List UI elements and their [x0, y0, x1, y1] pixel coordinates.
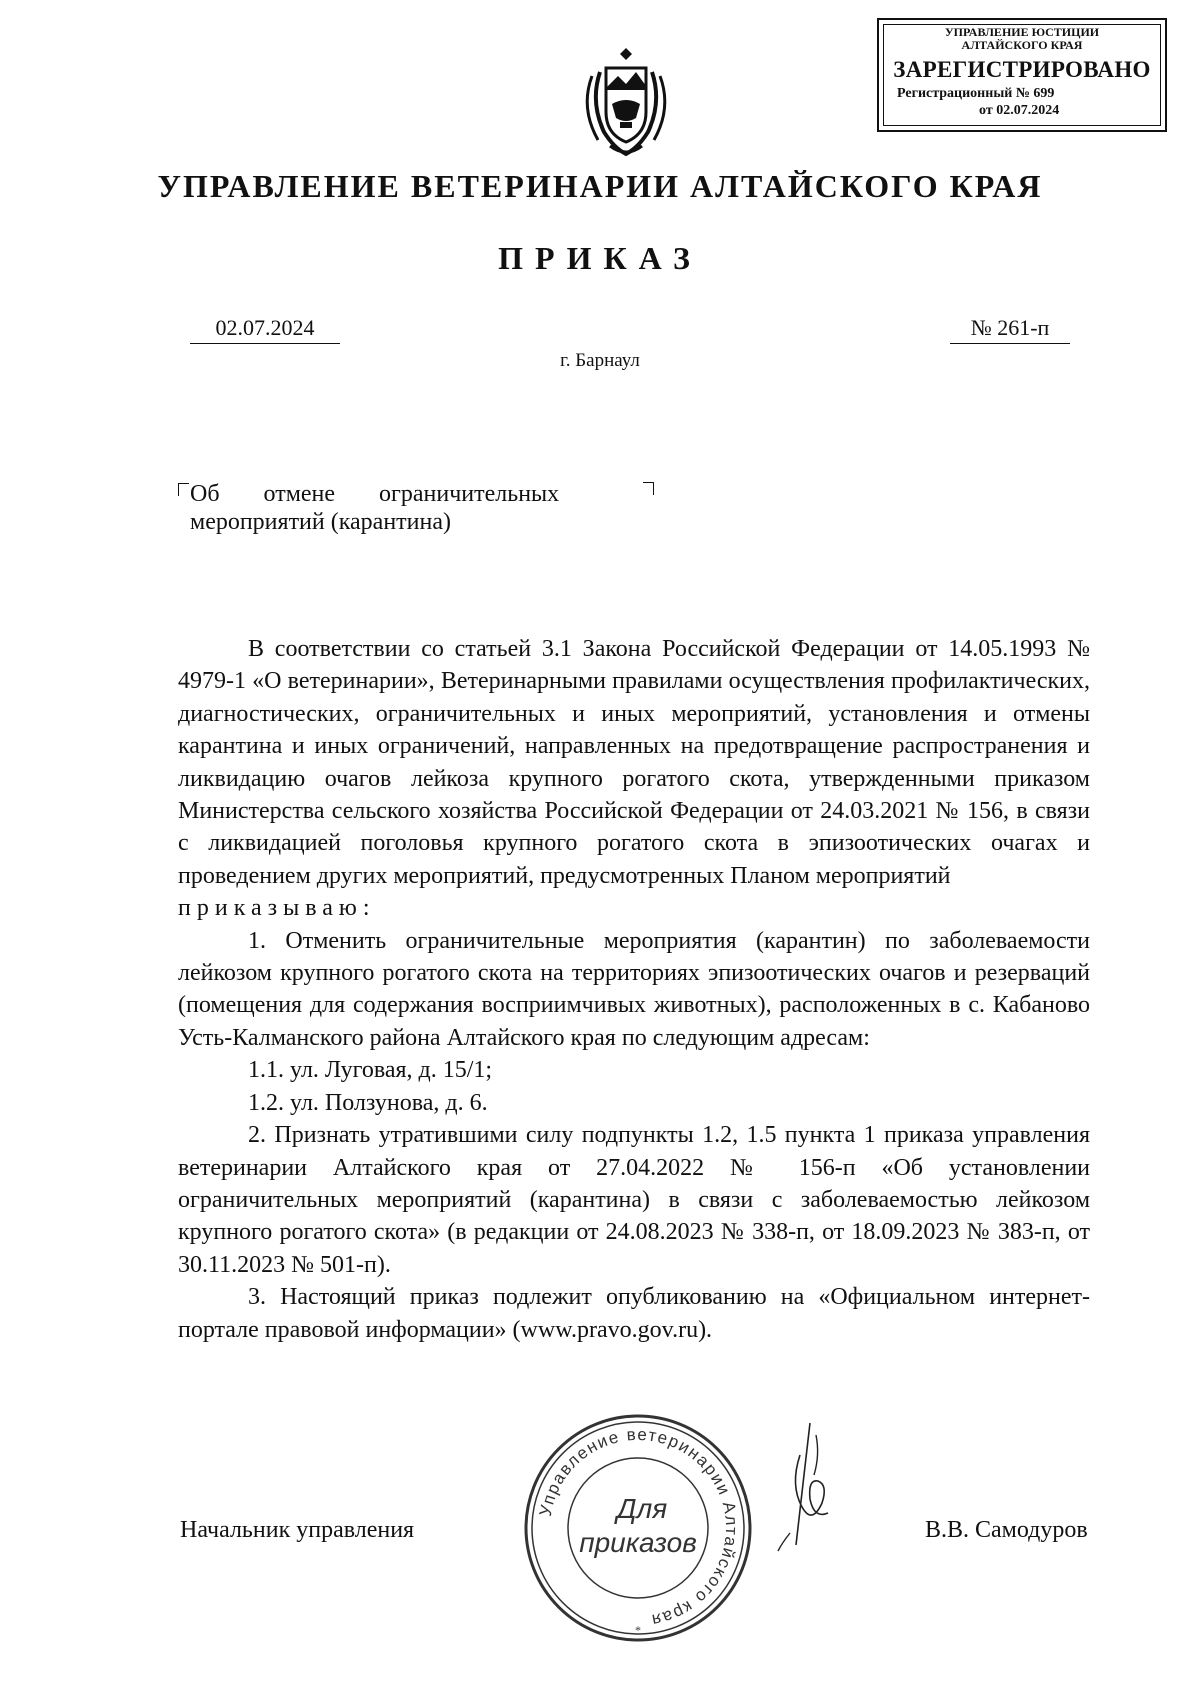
order-word: приказываю: — [178, 895, 376, 922]
official-seal — [520, 1410, 756, 1646]
handwritten-signature — [770, 1415, 860, 1555]
registration-stamp-title: ЗАРЕГИСТРИРОВАНО — [893, 57, 1151, 82]
svg-text:Для: Для — [616, 1493, 668, 1524]
subject-bracket-right — [643, 482, 654, 495]
document-type-heading: ПРИКАЗ — [498, 240, 702, 276]
svg-text:Управление ветеринарии Алтайск: Управление ветеринарии Алтайского края — [535, 1424, 742, 1631]
signatory-position: Начальник управления — [180, 1517, 415, 1543]
coat-of-arms-emblem — [570, 42, 682, 160]
registration-stamp-org-line1: УПРАВЛЕНИЕ ЮСТИЦИИ — [944, 25, 1100, 39]
preamble-paragraph: В соответствии со статьей 3.1 Закона Российской Федерации от 14.05.1993 № 4979-1 «О ветеринарии», Ветеринарными правилами осуществления профилактических, диагностических, ограничительных и иных мероприятий, установления и отмены карантина и иных ограничений, направленных на предотвращение распространения и ликвидацию очагов лейкоза крупного рогатого скота, утвержденными приказом Министерства сельского хозяйства Российской Федерации от 24.03.2021 № 156, в связи с ликвидацией поголовья крупного рогатого скота в эпизоотических очагах и проведением других мероприятий, предусмотренных Планом мероприятий — [178, 636, 1090, 889]
svg-text:приказов: приказов — [579, 1527, 697, 1558]
registration-number: Регистрационный № 699 — [897, 86, 1055, 101]
item-1-1: 1.1. ул. Луговая, д. 15/1; — [248, 1057, 493, 1084]
svg-text:*: * — [635, 1623, 641, 1637]
signatory-name: В.В. Самодуров — [925, 1517, 1088, 1543]
order-number: № 261-п — [950, 315, 1070, 344]
city-label: г. Барнаул — [560, 350, 640, 371]
registration-stamp — [877, 18, 1167, 132]
registration-stamp-org-line2: АЛТАЙСКОГО КРАЯ — [961, 38, 1083, 52]
subject-line2: мероприятий (карантина) — [190, 509, 451, 535]
subject-line1: Об отмене ограничительных — [190, 481, 560, 507]
registration-date: от 02.07.2024 — [979, 103, 1060, 118]
item-3: 3. Настоящий приказ подлежит опубликованию на «Официальном интернет-портале правовой информации» (www.pravo.gov.ru). — [178, 1284, 1090, 1343]
item-1-2: 1.2. ул. Ползунова, д. 6. — [248, 1089, 488, 1116]
order-body — [178, 633, 1090, 1346]
subject-line1-wrap — [190, 480, 585, 508]
order-subject — [190, 480, 630, 536]
order-date: 02.07.2024 — [190, 315, 340, 344]
item-2: 2. Признать утратившими силу подпункты 1.2, 1.5 пункта 1 приказа управления ветеринарии Алтайского края от 27.04.2022 № 156-п «Об установлении ограничительных мероприятий (карантина) в связи с заболеваемостью лейкозом крупного рогатого скота» (в редакции от 24.08.2023 № 338-п, от 18.09.2023 № 383-п, от 30.11.2023 № 501-п). — [178, 1122, 1090, 1278]
organization-title: УПРАВЛЕНИЕ ВЕТЕРИНАРИИ АЛТАЙСКОГО КРАЯ — [157, 168, 1043, 204]
item-1: 1. Отменить ограничительные мероприятия (карантин) по заболеваемости лейкозом крупного рогатого скота на территориях эпизоотических очагов и резерваций (помещения для содержания восприимчивых животных), расположенных в с. Кабаново Усть-Калманского района Алтайского края по следующим адресам: — [178, 927, 1090, 1051]
subject-bracket-left — [178, 483, 189, 496]
